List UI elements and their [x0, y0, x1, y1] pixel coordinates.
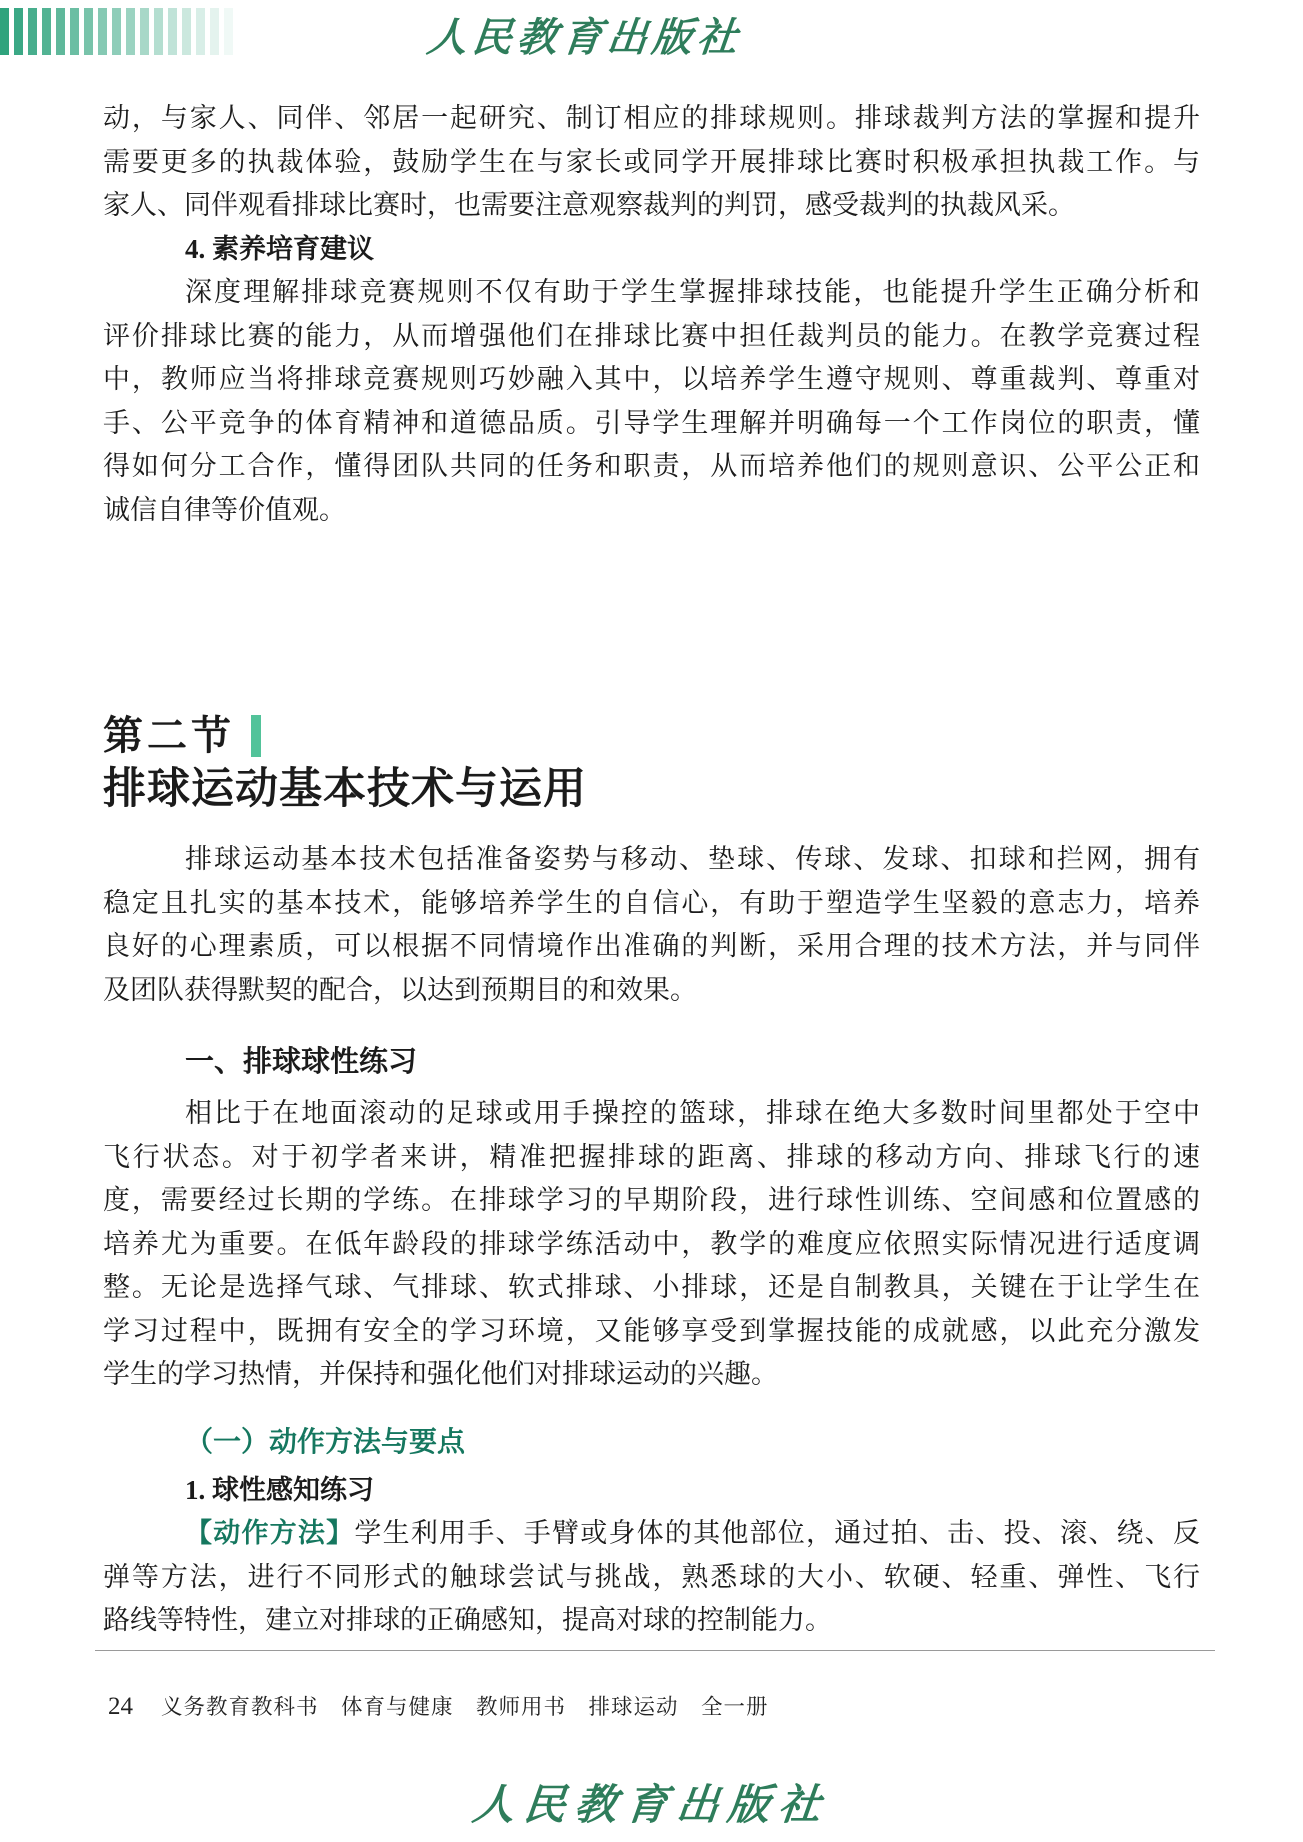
page-number: 24 [108, 1693, 133, 1720]
text-line: 【动作方法】学生利用手、手臂或身体的其他部位，通过拍、击、投、滚、绕、反 [185, 1518, 1201, 1548]
publisher-logo-bottom: 人民教育出版社 [470, 1783, 832, 1829]
text-line: 度，需要经过长期的学练。在排球学习的早期阶段，进行球性训练、空间感和位置感的 [103, 1185, 1200, 1215]
section-number: 第二节 [103, 713, 235, 758]
decorative-bar [182, 8, 191, 55]
footer-rule [95, 1650, 1215, 1651]
decorative-bar [224, 8, 233, 55]
decorative-bar [140, 8, 149, 55]
text-line: 及团队获得默契的配合，以达到预期目的和效果。 [103, 974, 697, 1005]
decorative-bar [196, 8, 205, 55]
book-info: 义务教育教科书 体育与健康 教师用书 排球运动 全一册 [161, 1695, 769, 1719]
method-label: 【动作方法】 [185, 1518, 355, 1548]
decorative-bar [28, 8, 37, 55]
paragraph-competency-advice [103, 271, 1200, 532]
decorative-bar [98, 8, 107, 55]
decorative-bar [84, 8, 93, 55]
text-line: 家人、同伴观看排球比赛时，也需要注意观察裁判的判罚，感受裁判的执裁风采。 [103, 190, 1075, 220]
text-line: 需要更多的执裁体验，鼓励学生在与家长或同学开展排球比赛时积极承担执裁工作。与 [103, 146, 1200, 177]
text-line: 诚信自律等价值观。 [103, 494, 346, 525]
paragraph-refereeing-continuation [103, 97, 1200, 228]
text-line: 弹等方法，进行不同形式的触球尝试与挑战，熟悉球的大小、软硬、轻重、弹性、飞行 [103, 1561, 1200, 1592]
decorative-bars [0, 8, 233, 55]
text-line: 飞行状态。对于初学者来讲，精准把握排球的距离、排球的移动方向、排球飞行的速 [103, 1141, 1200, 1172]
publisher-logo-top: 人民教育出版社 [424, 15, 745, 60]
heading-ball-practice: 一、排球球性练习 [185, 1046, 418, 1078]
decorative-bar [154, 8, 163, 55]
text-line: 手、公平竞争的体育精神和道德品质。引导学生理解并明确每一个工作岗位的职责，懂 [103, 407, 1200, 438]
text-line: 排球运动基本技术包括准备姿势与移动、垫球、传球、发球、扣球和拦网，拥有 [185, 844, 1200, 874]
text-line: 深度理解排球竞赛规则不仅有助于学生掌握排球技能，也能提升学生正确分析和 [185, 277, 1200, 307]
text-line: 稳定且扎实的基本技术，能够培养学生的自信心，有助于塑造学生坚毅的意志力，培养 [103, 887, 1200, 918]
text-line: 中，教师应当将排球竞赛规则巧妙融入其中，以培养学生遵守规则、尊重裁判、尊重对 [103, 364, 1200, 394]
text-line: 良好的心理素质，可以根据不同情境作出准确的判断，采用合理的技术方法，并与同伴 [103, 931, 1200, 961]
heading-ball-perception: 1. 球性感知练习 [185, 1474, 374, 1505]
decorative-bar [14, 8, 23, 55]
text-line: 得如何分工合作，懂得团队共同的任务和职责，从而培养他们的规则意识、公平公正和 [103, 451, 1200, 481]
text-line: 整。无论是选择气球、气排球、软式排球、小排球，还是自制教具，关键在于让学生在 [103, 1272, 1200, 1302]
section-number-row [103, 712, 1200, 760]
page-footer [108, 1690, 769, 1721]
text-line: 培养尤为重要。在低年龄段的排球学练活动中，教学的难度应依照实际情况进行适度调 [103, 1228, 1200, 1259]
text-line: 动，与家人、同伴、邻居一起研究、制订相应的排球规则。排球裁判方法的掌握和提升 [103, 103, 1200, 133]
decorative-bar [42, 8, 51, 55]
decorative-bar [70, 8, 79, 55]
decorative-bar [168, 8, 177, 55]
paragraph-practice-intro [103, 1092, 1200, 1397]
decorative-bar [112, 8, 121, 55]
paragraph-method-description [103, 1512, 1200, 1643]
text-line: 路线等特性，建立对排球的正确感知，提高对球的控制能力。 [103, 1605, 832, 1635]
section-accent-bar-icon [251, 715, 261, 757]
decorative-bar [56, 8, 65, 55]
heading-competency-advice: 4. 素养培育建议 [185, 233, 374, 264]
heading-method-and-points: （一）动作方法与要点 [185, 1426, 466, 1458]
decorative-bar [0, 8, 9, 55]
decorative-bar [210, 8, 219, 55]
text-line: 相比于在地面滚动的足球或用手操控的篮球，排球在绝大多数时间里都处于空中 [185, 1098, 1200, 1128]
text-line: 评价排球比赛的能力，从而增强他们在排球比赛中担任裁判员的能力。在教学竞赛过程 [103, 320, 1200, 351]
decorative-bar [126, 8, 135, 55]
paragraph-section-intro [103, 838, 1200, 1012]
text-line: 学习过程中，既拥有安全的学习环境，又能够享受到掌握技能的成就感，以此充分激发 [103, 1315, 1200, 1346]
section-title: 排球运动基本技术与运用 [103, 766, 587, 813]
text-line: 学生的学习热情，并保持和强化他们对排球运动的兴趣。 [103, 1359, 778, 1389]
section-heading-block [103, 712, 1200, 816]
page-body [103, 97, 1200, 1643]
